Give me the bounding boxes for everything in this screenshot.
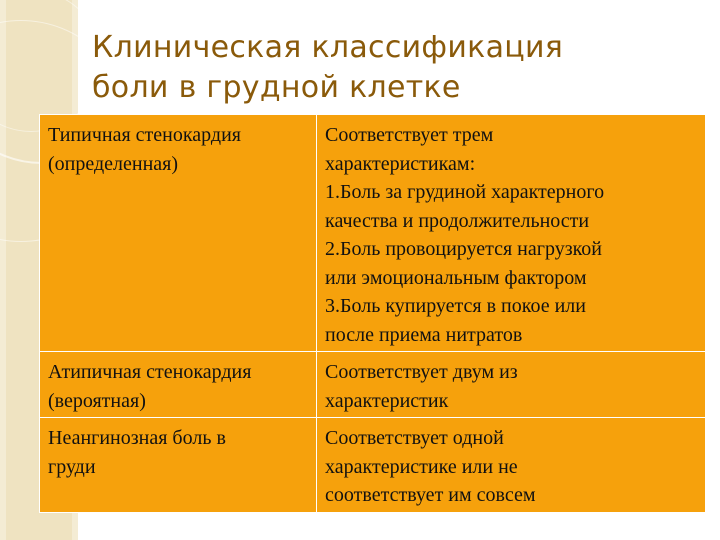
table-cell-criteria — [317, 115, 706, 352]
category-text: Типичная стенокардия (определенная) — [48, 124, 241, 175]
category-text: Атипичная стенокардия (вероятная) — [48, 361, 252, 412]
category-text: Неангинозная боль в груди — [48, 427, 226, 478]
slide-title — [92, 28, 692, 108]
table-cell-category — [40, 418, 317, 513]
table-cell-category — [40, 115, 317, 352]
table-cell-criteria — [317, 352, 706, 418]
classification-table — [39, 114, 706, 513]
table-cell-criteria — [317, 418, 706, 513]
slide-title-line-2: боли в грудной клетке — [92, 70, 461, 105]
table-row — [40, 418, 706, 513]
table-row — [40, 352, 706, 418]
table-row — [40, 115, 706, 352]
table-cell-category — [40, 352, 317, 418]
slide-title-line-1: Клиническая классификация — [92, 30, 564, 65]
criteria-text: Соответствует одной характеристике или не соответствует им совсем — [325, 427, 536, 506]
criteria-text: Соответствует трем характеристикам: 1.Боль за грудиной характерного качества и продолжительности 2.Боль провоцируется нагрузкой или эмоциональным фактором 3.Боль купируется в покое или после приема нитратов — [325, 124, 605, 346]
criteria-text: Соответствует двум из характеристик — [325, 361, 518, 412]
